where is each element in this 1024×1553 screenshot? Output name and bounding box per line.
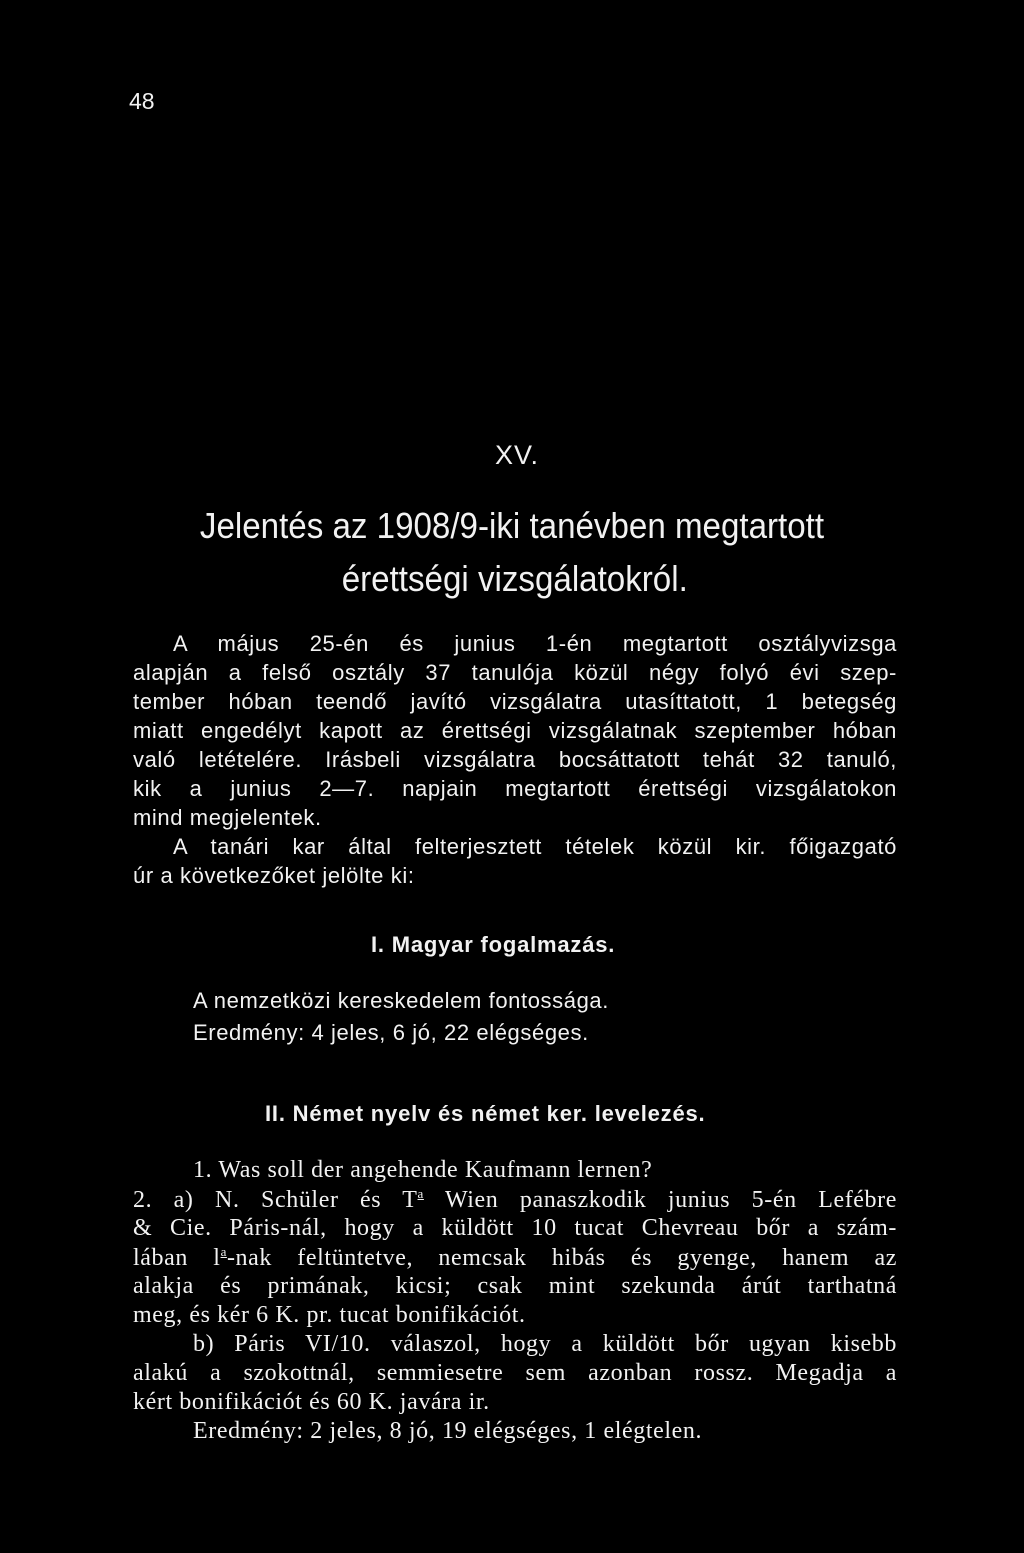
intro-line: miatt engedélyt kapott az érettségi vizsgálatnak szeptember hóban <box>133 718 897 743</box>
section-2-item-2b-line: alakú a szokottnál, semmiesetre sem azonban rossz. Megadja a <box>133 1360 897 1386</box>
section-1-result: Eredmény: 4 jeles, 6 jó, 22 elégséges. <box>193 1020 589 1045</box>
section-heading-1: I. Magyar fogalmazás. <box>371 932 616 957</box>
intro-line: A tanári kar által felterjesztett tételek közül kir. főigazgató <box>173 834 897 859</box>
item-2a-line3-pre: lában l <box>133 1245 221 1271</box>
section-2-item-2a-line <box>133 1244 897 1272</box>
page-title-line-1: Jelentés az 1908/9-iki tanévben megtartott <box>199 505 825 546</box>
section-2-result: Eredmény: 2 jeles, 8 jó, 19 elégséges, 1 elégtelen. <box>193 1418 703 1444</box>
section-2-item-2b-line: kért bonifikációt és 60 K. javára ir. <box>133 1389 490 1415</box>
section-2-item-2a-line: & Cie. Páris-nál, hogy a küldött 10 tucat Chevreau bőr a szám- <box>133 1215 897 1241</box>
intro-line: úr a következőket jelölte ki: <box>133 863 415 888</box>
item-2a-line1-pre: 2. a) N. Schüler és T <box>133 1187 418 1213</box>
item-2a-line1-sup: a <box>417 1186 424 1201</box>
intro-line: A május 25-én és junius 1-én megtartott osztályvizsga <box>173 631 897 656</box>
intro-line: alapján a felső osztály 37 tanulója közül négy folyó évi szep- <box>133 660 897 685</box>
page-number: 48 <box>129 88 155 114</box>
item-2a-line3-sup: a <box>220 1244 227 1259</box>
intro-line: mind megjelentek. <box>133 805 322 830</box>
section-heading-2: II. Német nyelv és német ker. levelezés. <box>265 1101 706 1126</box>
section-2-item-2a-line: meg, és kér 6 K. pr. tucat bonifikációt. <box>133 1302 526 1328</box>
item-2a-line3-post: -nak feltüntetve, nemcsak hibás és gyenge, hanem az <box>226 1245 897 1271</box>
section-2-item-2a-line <box>133 1186 897 1214</box>
intro-line: való letételére. Irásbeli vizsgálatra bocsáttatott tehát 32 tanuló, <box>133 747 897 772</box>
intro-line: tember hóban teendő javító vizsgálatra utasíttatott, 1 betegség <box>133 689 897 714</box>
section-1-topic: A nemzetközi kereskedelem fontossága. <box>193 988 609 1013</box>
intro-line: kik a junius 2—7. napjain megtartott érettségi vizsgálatokon <box>133 776 897 801</box>
page-title-line-2: érettségi vizsgálatokról. <box>341 558 688 599</box>
chapter-number: XV. <box>494 440 540 470</box>
section-2-item-2b-line: b) Páris VI/10. válaszol, hogy a küldött bőr ugyan kisebb <box>193 1331 897 1357</box>
section-2-item-2a-line: alakja és primának, kicsi; csak mint szekunda árút tarthatná <box>133 1273 897 1299</box>
item-2a-line1-post: Wien panaszkodik junius 5-én Lefébre <box>423 1187 897 1213</box>
section-2-item-1: 1. Was soll der angehende Kaufmann lernen? <box>193 1157 653 1183</box>
